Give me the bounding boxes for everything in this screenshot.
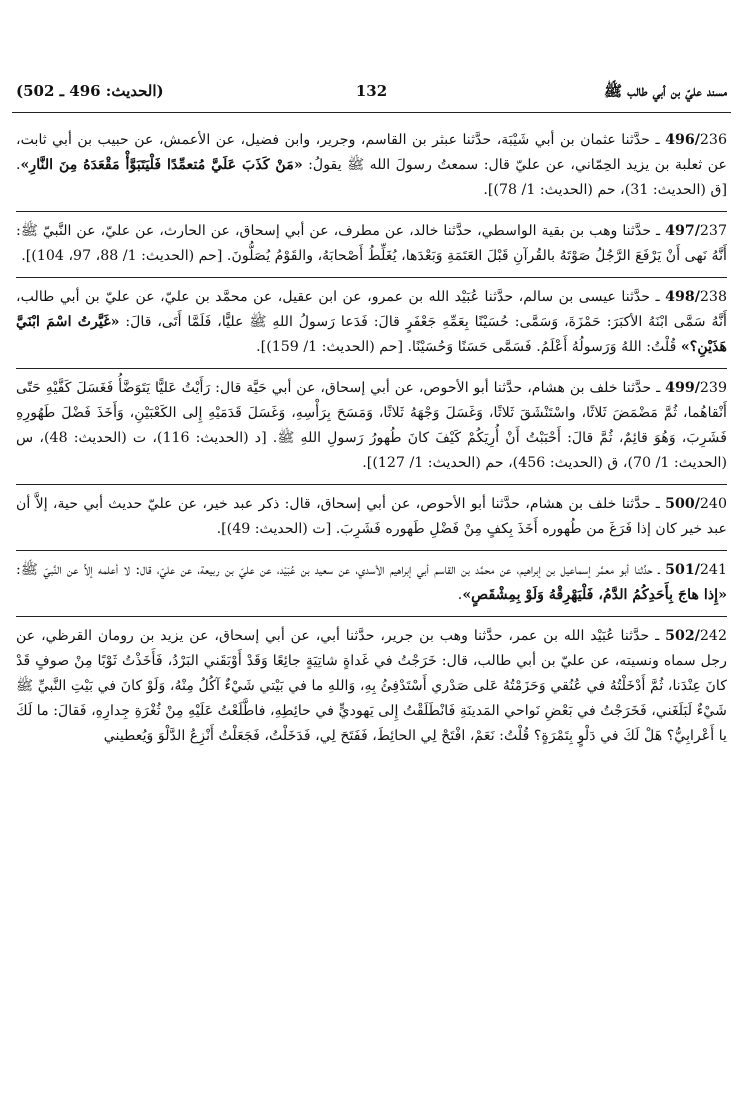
- hadith-number: 498/: [665, 289, 700, 305]
- hadith-range: (الحديث: 496 ـ 502): [16, 82, 164, 100]
- book-title: مسند عليّ بن أبي طالب ﷺ: [603, 82, 727, 100]
- hadith-text: 238 ـ حدَّثنا عيسى بن سالم، حدَّثنا عُبَيْد الله بن عمرو، عن ابن عقيل، عن محمَّد بن عليّ، عن عليّ بن أبي طالب، أَنَّهُ سَمَّى ابْنَهُ الأكبَرَ: حَمْزَةَ، وَسَمَّى: حُسَيْنًا بِعَمِّهِ جَعْفَرٍ قالَ: فَدَعا رَسولُ اللهِ ﷺ عليًّا، فَلَمَّا أَتَى، قالَ:: [16, 289, 727, 330]
- hadith-reference: قُلْتُ: اللهُ وَرَسولُهُ أَعْلَمُ. فَسَمَّى حَسَنًا وَحُسَيْنًا. [حم (الحديث: 1/ 159)].: [256, 339, 681, 355]
- hadith-reference: . [ق (الحديث: 31)، حم (الحديث: 1/ 78)].: [16, 157, 727, 198]
- hadith-number: 496/: [665, 132, 700, 148]
- hadith-number: 502/: [665, 628, 700, 644]
- hadith-number: 500/: [665, 496, 700, 512]
- hadith-number: 501/: [665, 562, 700, 578]
- hadith-entry-501: [16, 551, 727, 617]
- hadith-text: 241 ـ حدَّثنا أبو معمَّر إسماعيل بن إبراهيم، عن محمَّد بن القاسم أبي إبراهيم الأسدي، عن سعيد بن عُبَيْد، عن عليّ بن ربيعة، عن عليّ، قال: لا أعلمه إلاَّ عن النَّبيّ ﷺ:: [16, 562, 727, 578]
- hadith-text: 239 ـ حدَّثنا خلف بن هشام، حدَّثنا أبو الأحوص، عن أبي إسحاق، عن أبي حَيَّة قال: رَأَيْتُ عَليًّا يَتَوَضَّأُ فَغَسَلَ كَفَّيْهِ حَتّى أَنْقاهُما، ثُمَّ مَضْمَضَ ثَلاثًا، واسْتَنْشَقَ ثَلاثًا، وَغَسَلَ وَجْهَهُ ثَلاثًا، وَمَسَحَ بِرَأْسِهِ، وَغَسَلَ قَدَمَيْهِ إِلى الكَعْبَيْنِ، وَأَخَذَ فَضْلَ طَهُورِهِ فَشَرِبَ، وَهُوَ قائِمٌ، ثُمَّ قالَ: أَحْبَبْتُ أَنْ أُرِيَكُمْ كَيْفَ كانَ طُهورُ رَسولِ اللهِ ﷺ. [د (الحديث: 116)، ت (الحديث: 48)، س (الحديث: 1/ 70)، ق (الحديث: 456)، حم (الحديث: 1/ 127)].: [16, 380, 727, 471]
- hadith-list: [12, 113, 731, 757]
- hadith-text: 236 ـ حدَّثنا عثمان بن أبي شَيْبَة، حدَّثنا عبثر بن القاسم، وجرير، وابن فضيل، عن الأعمش، عن حبيب بن أبي ثابت، عن ثعلبة بن يزيد الحِمّاني، عن عليّ قال: سمعتُ رسولَ الله ﷺ يقولُ:: [16, 132, 727, 173]
- hadith-entry-497: [16, 212, 727, 278]
- page-header: [12, 72, 731, 113]
- hadith-entry-496: [16, 121, 727, 212]
- hadith-entry-502: [16, 617, 727, 757]
- book-page: [12, 72, 731, 1087]
- hadith-number: 497/: [665, 223, 700, 239]
- hadith-quote: «مَنْ كَذَبَ عَلَيَّ مُتعمِّدًا فَلْيَتَبَوَّأْ مَقْعَدَهُ مِنَ النَّارِ»: [20, 157, 303, 173]
- hadith-quote: «إِذا هاجَ بِأَحَدِكُمُ الدَّمُ، فَلْيَهْرِقْهُ وَلَوْ بِمِشْقَصٍ»: [462, 587, 727, 603]
- hadith-entry-499: [16, 369, 727, 485]
- hadith-text: 242 ـ حدَّثنا عُبَيْد الله بن عمر، حدَّثنا وهب بن جرير، حدَّثنا أبي، عن أبي إسحاق، عن يزيد بن رومان القرظي، عن رجل سماه ونسيته، عن عليّ بن أبي طالب، قال: خَرَجْتُ في غَداةٍ شاتِيَةٍ جائِعًا وَقَدْ أَوْبَقَني البَرْدُ، فَأَخَذْتُ ثَوْبًا مِنْ صوفٍ قَدْ كانَ عِنْدَنا، ثُمَّ أَدْخَلْتُهُ في عُنُقي وَحَزَمْتُهُ عَلى صَدْري أَسْتَدْفِئُ بِهِ، وَاللهِ ما في بَيْتي شَيْءٌ آكُلُ مِنْهُ، وَلَوْ كانَ في بَيْتِ النَّبيِّ ﷺ شَيْءٌ لَبَلَغَني، فَخَرَجْتُ في بَعْضِ نَواحي المَدينَةِ فَانْطَلَقْتُ إِلى يَهوديٍّ في حائِطِهِ، فاطَّلَعْتُ عَلَيْهِ مِنْ ثُغْرَةِ جِدارِهِ، فَقالَ: ما لَكَ يا أَعْرابِيُّ؟ هَلْ لَكَ في دَلْوٍ بِتَمْرَةٍ؟ قُلْتُ: نَعَمْ، افْتَحْ لِي الحائِطَ، فَفَتَحَ لِي، فَدَخَلْتُ، فَجَعَلْتُ أَنْزِعُ الدَّلْوَ وَيُعطيني: [16, 628, 727, 744]
- hadith-reference: .: [457, 587, 463, 603]
- hadith-text: 237 ـ حدَّثنا وهب بن بقية الواسطي، حدَّثنا خالد، عن مطرف، عن أبي إسحاق، عن الحارث، عن عليّ، عن النَّبيّ ﷺ: أَنَّهُ نَهى أَنْ يَرْفَعَ الرَّجُلُ صَوْتَهُ بالقُرآنِ قَبْلَ العَتَمَةِ وَبَعْدَها، يُغَلِّطُ أَصْحابَهُ، والقَوْمُ يُصَلُّونَ. [حم (الحديث: 1/ 88، 97، 104)].: [16, 223, 727, 264]
- hadith-text: 240 ـ حدَّثنا خلف بن هشام، حدَّثنا أبو الأحوص، عن أبي إسحاق، قال: ذكر عبد خير، عن عليّ حديث أبي حية، إلاَّ أن عبد خير كان إذا فَرَغَ من طُهوره أَخَذَ بِكفٍ مِنْ فَضْلِ طَهوره فَشَرِبَ. [ت (الحديث: 49)].: [16, 496, 727, 537]
- hadith-number: 499/: [665, 380, 700, 396]
- hadith-entry-500: [16, 485, 727, 551]
- page-number: 132: [355, 82, 388, 100]
- hadith-quote: «غَيَّرتُ اسْمَ ابْنَيَّ هَذَيْنِ؟»: [16, 314, 727, 355]
- hadith-entry-498: [16, 278, 727, 369]
